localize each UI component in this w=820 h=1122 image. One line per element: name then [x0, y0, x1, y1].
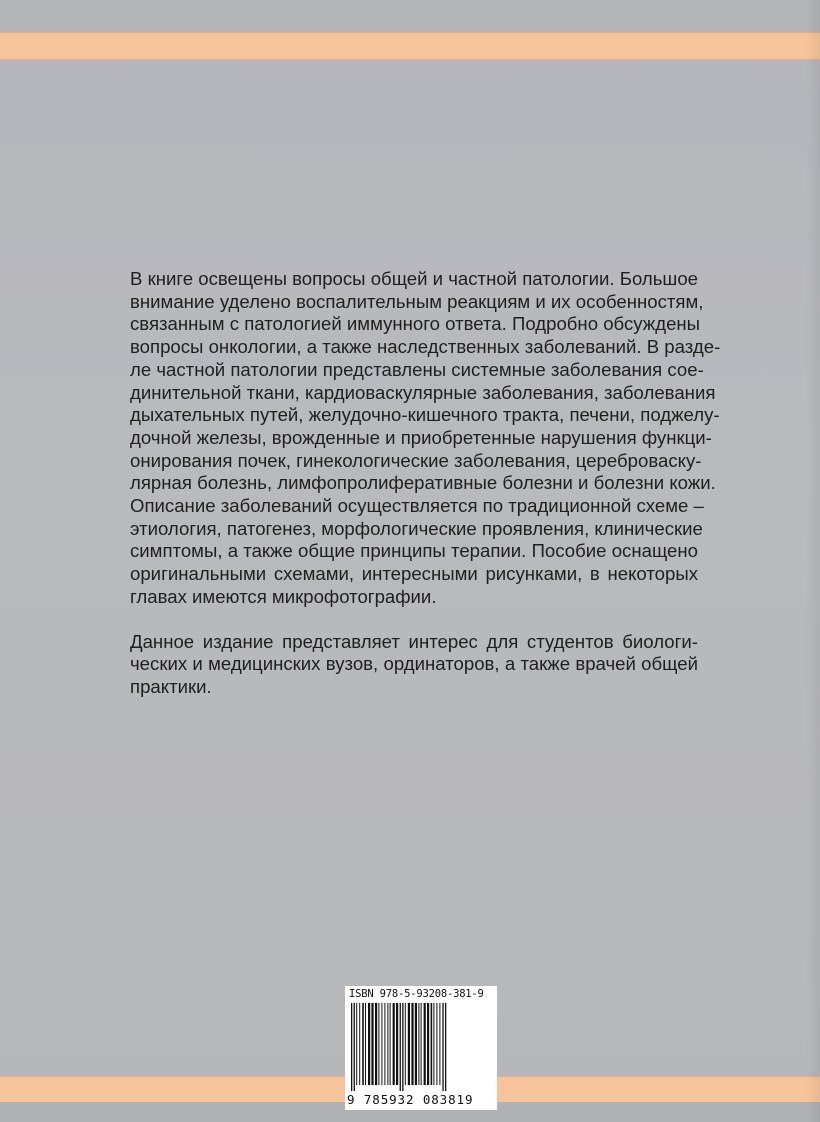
text-line: оригинальными схемами, интересными рисунками, в некоторых	[130, 563, 698, 585]
text-line: ческих и медицинских вузов, ординаторов, а также врачей общей	[130, 653, 698, 675]
annotation-text	[130, 268, 721, 699]
barcode-bars	[349, 1003, 493, 1091]
isbn-barcode	[345, 986, 497, 1110]
top-orange-band	[0, 32, 820, 60]
text-line: внимание уделено воспалительным реакциям и их особенностям,	[130, 290, 704, 312]
text-line: Данное издание представляет интерес для студентов биологи-	[130, 630, 698, 652]
text-line: главах имеются микрофотографии.	[130, 585, 437, 607]
annotation-paragraph-1	[130, 268, 721, 609]
text-line: этиология, патогенез, морфологические проявления, клинические	[130, 517, 703, 539]
text-line: дыхательных путей, желудочно-кишечного тракта, печени, поджелу-	[130, 404, 720, 426]
annotation-paragraph-2	[130, 631, 698, 699]
text-line: лярная болезнь, лимфопролиферативные болезни и болезни кожи.	[130, 472, 716, 494]
text-line: В книге освещены вопросы общей и частной патологии. Большое	[130, 268, 699, 289]
barcode-digits: 9 785932 083819	[347, 1092, 474, 1107]
text-line: связанным с патологией иммунного ответа. Подробно обсуждены	[130, 313, 701, 335]
text-line: динительной ткани, кардиоваскулярные заболевания, заболевания	[130, 381, 716, 403]
text-line: практики.	[130, 675, 212, 697]
cover-edge-shadow	[806, 0, 820, 1122]
text-line: Описание заболеваний осуществляется по традиционной схеме –	[130, 495, 704, 517]
text-line: ле частной патологии представлены системные заболевания сое-	[130, 358, 704, 380]
text-line: онирования почек, гинекологические заболевания, цереброваску-	[130, 449, 702, 471]
top-edge	[0, 0, 820, 32]
text-line: симптомы, а также общие принципы терапии. Пособие оснащено	[130, 540, 698, 562]
text-line: вопросы онкологии, а также наследственных заболеваний. В разде-	[130, 336, 721, 358]
text-line: дочной железы, врожденные и приобретенные нарушения функци-	[130, 426, 712, 448]
isbn-label: ISBN 978-5-93208-381-9	[349, 988, 484, 1000]
